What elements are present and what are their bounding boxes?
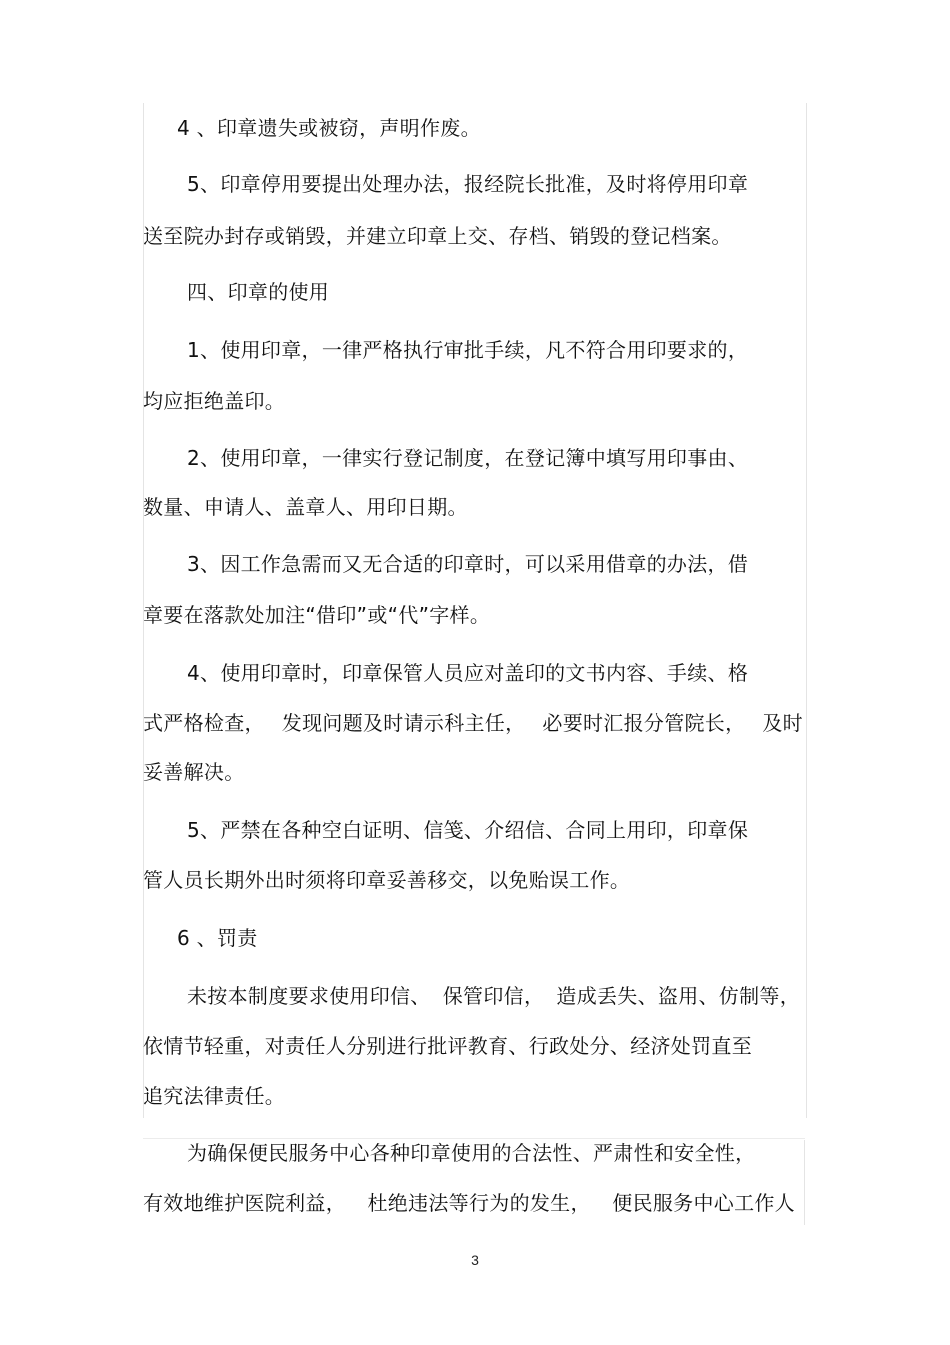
paragraph-line: 章要在落款处加注“借印”或“代”字样。 [143, 603, 491, 627]
section-heading: 6 、罚责 [177, 926, 258, 950]
paragraph-line: 1、使用印章，一律严格执行审批手续，凡不符合用印要求的， [187, 338, 749, 362]
paragraph-line: 4 、印章遗失或被窃，声明作废。 [177, 116, 481, 140]
text-segment: 有效地维护医院利益， [143, 1191, 346, 1215]
paragraph-line: 数量、申请人、盖章人、用印日期。 [143, 495, 468, 519]
text-segment: 便民服务中心工作人 [612, 1191, 795, 1215]
paragraph-line: 4、使用印章时，印章保管人员应对盖印的文书内容、手续、格 [187, 661, 749, 685]
paragraph-line: 送至院办封存或销毁，并建立印章上交、存档、销毁的登记档案。 [143, 224, 732, 248]
text-segment: 杜绝违法等行为的发生， [367, 1191, 591, 1215]
paragraph-line-justified [143, 708, 803, 738]
paragraph-line: 均应拒绝盖印。 [143, 389, 286, 413]
paragraph-line: 追究法律责任。 [143, 1084, 286, 1108]
paragraph-line: 管人员长期外出时须将印章妥善移交，以免贻误工作。 [143, 868, 631, 892]
page-number: 3 [471, 1252, 479, 1268]
paragraph-line: 为确保便民服务中心各种印章使用的合法性、严肃性和安全性， [187, 1141, 756, 1165]
paragraph-line: 妥善解决。 [143, 760, 245, 784]
text-segment: 发现问题及时请示科主任， [281, 711, 526, 735]
page-frame-right [806, 103, 807, 1118]
text-segment: 造成丢失、盗用、仿制等， [556, 984, 800, 1008]
paragraph-line: 5、印章停用要提出处理办法，报经院长批准，及时将停用印章 [187, 172, 749, 196]
text-segment: 保管印信， [442, 984, 545, 1008]
paragraph-line: 2、使用印章，一律实行登记制度，在登记簿中填写用印事由、 [187, 446, 749, 470]
text-segment: 及时 [762, 711, 803, 735]
text-segment: 式严格检查， [143, 711, 265, 735]
text-segment: 未按本制度要求使用印信、 [187, 984, 431, 1008]
paragraph-line-justified [187, 981, 800, 1011]
paragraph-line-justified [143, 1188, 795, 1218]
paragraph-line: 依情节轻重，对责任人分别进行批评教育、行政处分、经济处罚直至 [143, 1034, 752, 1058]
page-frame-right-second-block [804, 1140, 805, 1225]
paragraph-line: 5、严禁在各种空白证明、信笺、介绍信、合同上用印，印章保 [187, 818, 749, 842]
paragraph-line: 3、因工作急需而又无合适的印章时，可以采用借章的办法，借 [187, 552, 749, 576]
text-segment: 必要时汇报分管院长， [542, 711, 746, 735]
section-heading: 四、印章的使用 [187, 280, 330, 304]
